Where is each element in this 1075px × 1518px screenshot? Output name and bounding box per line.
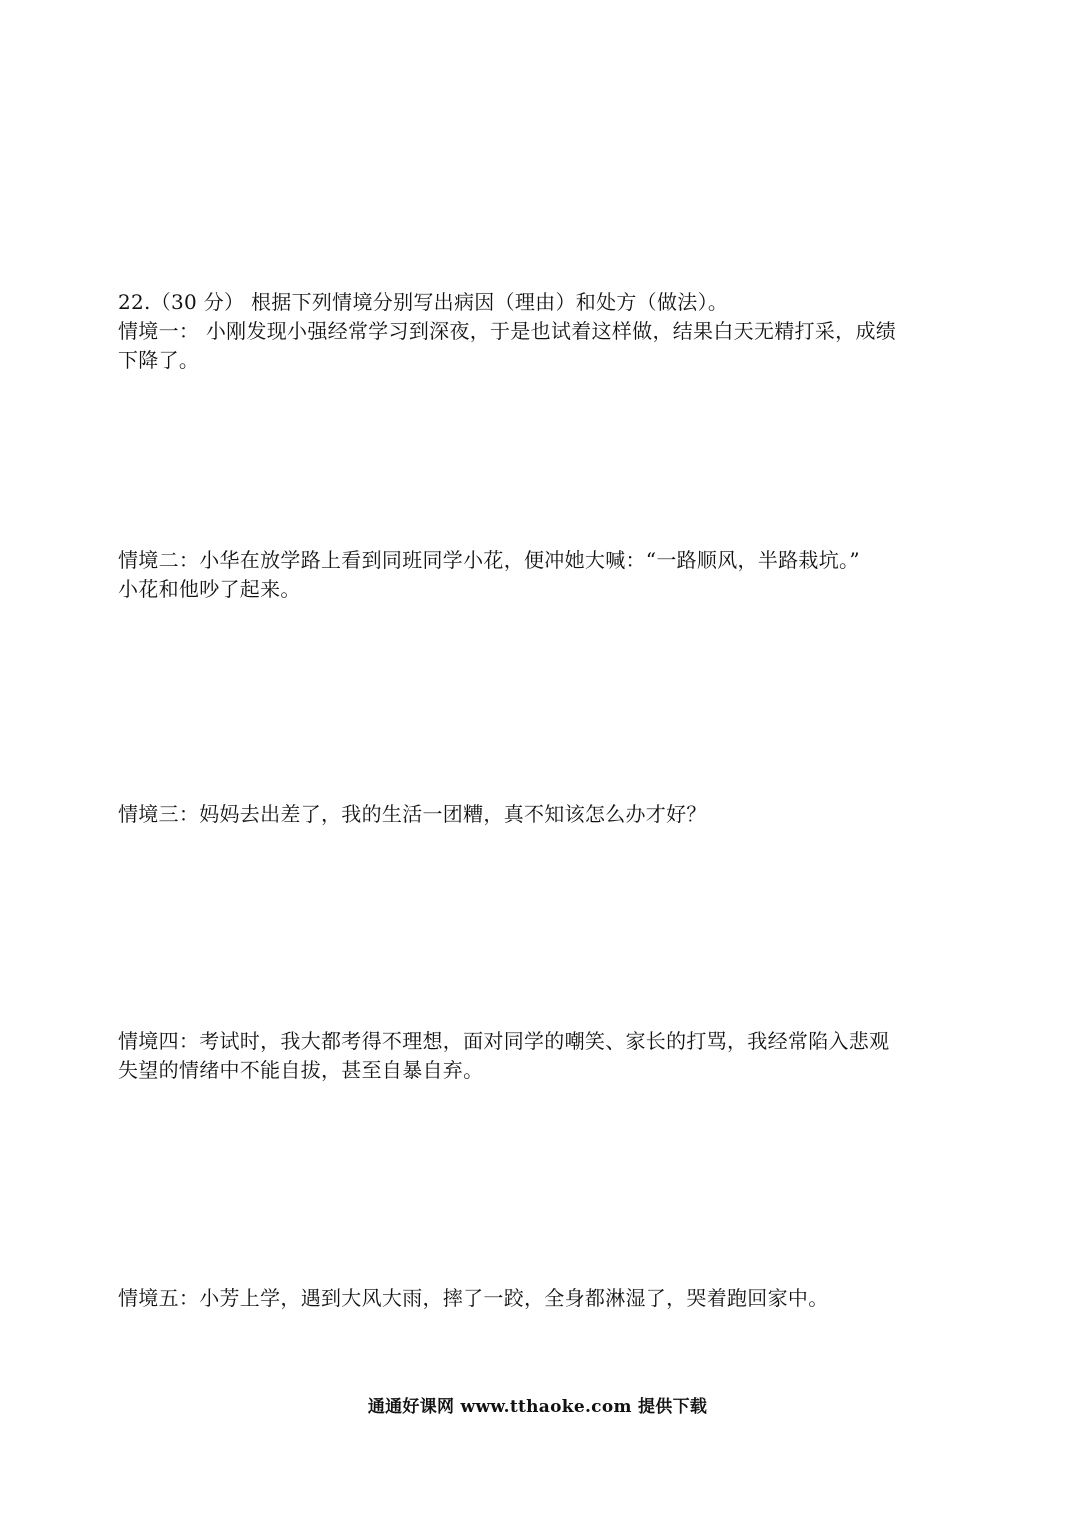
scenario-4-line-2: 失望的情绪中不能自拔，甚至自暴自弃。: [118, 1058, 484, 1082]
scenario-4-line-1: 情境四：考试时，我大都考得不理想，面对同学的嘲笑、家长的打骂，我经常陷入悲观: [118, 1029, 890, 1053]
scenario-2: [118, 546, 963, 604]
scenario-1-line-2: 下降了。: [118, 348, 200, 372]
scenario-1-line-1: 情境一： 小刚发现小强经常学习到深夜，于是也试着这样做，结果白天无精打采，成绩: [118, 319, 897, 343]
scenario-5-line-1: 情境五：小芳上学，遇到大风大雨，摔了一跤，全身都淋湿了，哭着跑回家中。: [118, 1286, 829, 1310]
scenario-5: [118, 1284, 963, 1313]
scenario-3: [118, 800, 963, 829]
scenario-3-line-1: 情境三：妈妈去出差了，我的生活一团糟，真不知该怎么办才好？: [118, 802, 707, 826]
scenario-2-line-2: 小花和他吵了起来。: [118, 577, 301, 601]
footer-download-notice: 通通好课网 www.tthaoke.com 提供下载: [367, 1397, 708, 1417]
question-block: [118, 288, 963, 375]
scenario-2-line-1: 情境二：小华在放学路上看到同班同学小花，便冲她大喊：“一路顺风，半路栽坑。”: [118, 548, 860, 572]
scenario-4: [118, 1027, 963, 1085]
question-title: 22.（30 分） 根据下列情境分别写出病因（理由）和处方（做法）。: [118, 290, 729, 314]
